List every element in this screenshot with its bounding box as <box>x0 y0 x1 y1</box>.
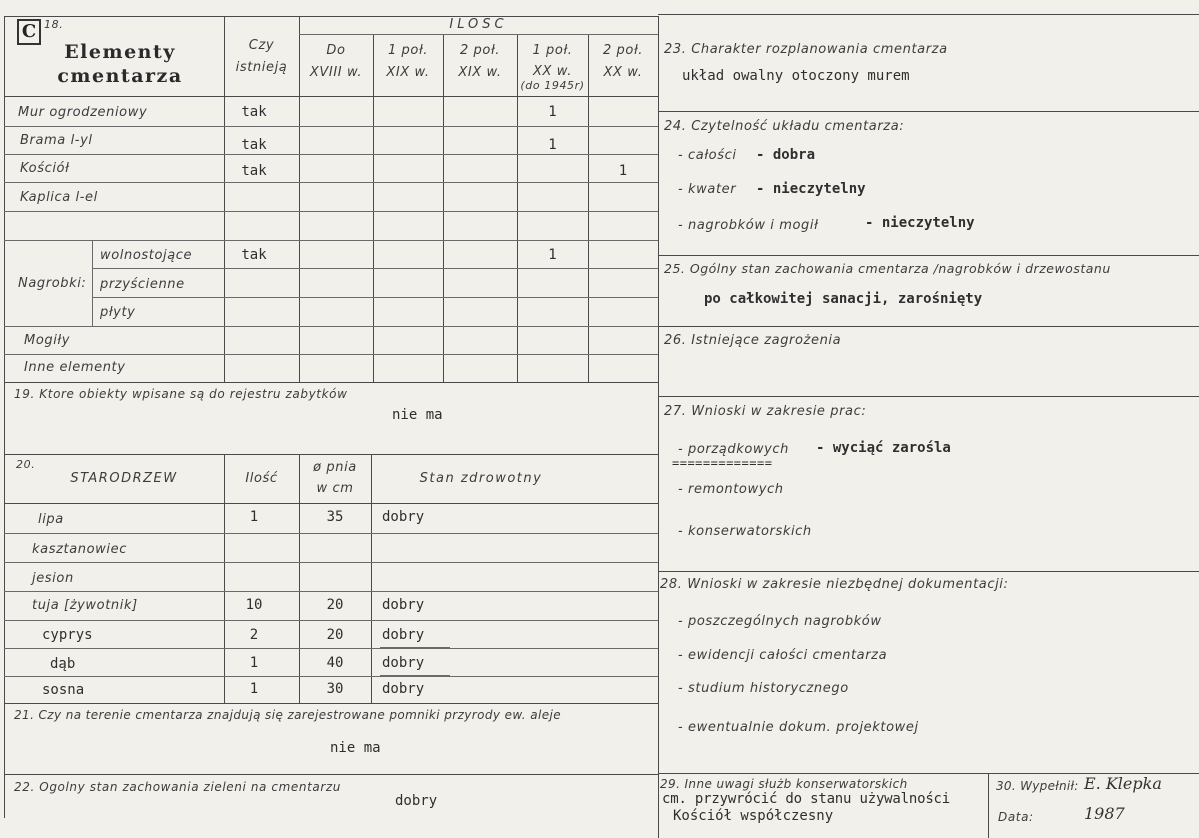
s25-value: po całkowitej sanacji, zarośnięty <box>704 291 983 307</box>
s24-item-value: - dobra <box>756 147 816 163</box>
nagrobki-type: płyty <box>100 305 136 320</box>
s26-bottom <box>658 396 1199 397</box>
s30-date-value: 1987 <box>1084 804 1125 823</box>
tree-health: dobry <box>382 509 425 525</box>
s22-label: 22. Ogolny stan zachowania zieleni na cmentarzu <box>14 780 341 794</box>
tree-qty: 1 <box>249 681 259 697</box>
section-letter-box: C <box>17 19 41 45</box>
s27-item-label: - konserwatorskich <box>678 524 812 539</box>
nagrobki-label: Nagrobki: <box>18 276 87 291</box>
tree-diam: 30 <box>326 681 344 697</box>
s28-label: 28. Wnioski w zakresie niezbędnej dokumentacji: <box>660 577 1009 592</box>
mogily-label: Mogiły <box>24 333 71 348</box>
tree-name: tuja [żywotnik] <box>32 598 138 613</box>
element-exists: tak <box>241 104 267 120</box>
s23-label: 23. Charakter rozplanowania cmentarza <box>664 42 948 57</box>
tree-name: kasztanowiec <box>32 542 127 557</box>
health-underline <box>380 647 450 648</box>
tree-qty: 2 <box>249 627 259 643</box>
t18-row-line <box>4 240 658 241</box>
period-3-l1: 2 poł. <box>459 43 501 58</box>
s27-item-label: - porządkowych <box>678 442 790 457</box>
s28-item: - poszczególnych nagrobków <box>678 614 882 629</box>
s27-item-label: - remontowych <box>678 482 784 497</box>
nagrobki-divider <box>92 240 93 326</box>
tree-qty: 1 <box>249 655 259 671</box>
s20-bottom <box>4 703 658 704</box>
s28-item: - ewidencji całości cmentarza <box>678 648 888 663</box>
s26-label: 26. Istniejące zagrożenia <box>664 333 842 348</box>
s29-line1: cm. przywrócić do stanu używalności <box>662 791 951 807</box>
s30-label: 30. Wypełnił: <box>996 779 1079 793</box>
tree-name: jesion <box>32 571 74 586</box>
s20-col-diam-2: w cm <box>316 481 354 496</box>
tree-health: dobry <box>382 655 425 671</box>
s24-item-label: - nagrobków i mogił <box>678 218 819 233</box>
s30-signature: E. Klepka <box>1084 774 1162 793</box>
t18-header-bottom <box>4 96 658 97</box>
s20-row-line <box>4 562 658 563</box>
t18-bottom <box>4 382 658 383</box>
s30-date-label: Data: <box>998 810 1034 824</box>
element-exists: tak <box>241 137 267 153</box>
t18-col-6 <box>588 34 589 382</box>
s20-col-qty: Ilość <box>245 471 278 486</box>
tree-qty: 1 <box>249 509 259 525</box>
tree-name: sosna <box>42 682 85 698</box>
s20-header-bottom <box>4 503 658 504</box>
nagrobki-qty: 1 <box>548 247 557 263</box>
s24-label: 24. Czytelność układu cmentarza: <box>664 119 905 134</box>
s29-line2: Kościół współczesny <box>673 808 834 824</box>
s29-label: 29. Inne uwagi służb konserwatorskich <box>660 777 908 791</box>
s23-value: układ owalny otoczony murem <box>682 68 910 84</box>
s23-bottom <box>658 111 1199 112</box>
period-1-l2: XVIII w. <box>309 65 363 80</box>
period-4-l2: XX w. <box>533 64 572 79</box>
period-1-l1: Do <box>326 43 346 58</box>
s21-label: 21. Czy na terenie cmentarza znajdują się zarejestrowane pomniki przyrody ew. aleje <box>14 708 562 722</box>
t18-row-line <box>92 297 658 298</box>
t18-row-line <box>4 154 658 155</box>
inne-elementy-label: Inne elementy <box>24 360 126 375</box>
element-label: Brama l-yl <box>20 133 93 148</box>
s20-row-line <box>4 676 658 677</box>
s24-item-value: - nieczytelny <box>865 215 975 231</box>
nagrobki-type: wolnostojące <box>100 248 193 263</box>
s19-label: 19. Ktore obiekty wpisane są do rejestru zabytków <box>14 387 348 401</box>
col-exists-line2: istnieją <box>235 60 288 75</box>
t18-row-line <box>4 354 658 355</box>
s20-col-health: Stan zdrowotny <box>419 471 543 486</box>
frame-top-right <box>658 14 1199 15</box>
ilosc-header: ILOSC <box>449 17 508 32</box>
s21-bottom <box>4 774 658 775</box>
element-label: Kaplica l-el <box>20 190 98 205</box>
t18-row-line <box>4 182 658 183</box>
s20-row-line <box>4 648 658 649</box>
s20-row-line <box>4 533 658 534</box>
s20-number: 20. <box>16 458 36 471</box>
elements-title-line1: Elementy <box>64 41 176 63</box>
s28-item: - studium historycznego <box>678 681 849 696</box>
s19-value: nie ma <box>392 407 443 423</box>
period-3-l2: XIX w. <box>458 65 502 80</box>
s28-item: - ewentualnie dokum. projektowej <box>678 720 919 735</box>
nagrobki-exists: tak <box>241 247 267 263</box>
tree-diam: 20 <box>326 597 344 613</box>
s27-underline: ============= <box>672 456 773 470</box>
s20-col-3 <box>371 454 372 703</box>
period-4-l1: 1 poł. <box>532 43 573 58</box>
elements-title-line2: cmentarza <box>57 65 183 87</box>
s24-item-value: - nieczytelny <box>756 181 866 197</box>
t18-col-3 <box>373 34 374 382</box>
s27-item-value: - wyciąć zarośla <box>816 440 951 456</box>
t18-row-line <box>4 211 658 212</box>
s22-value: dobry <box>395 793 438 809</box>
element-qty: 1 <box>548 104 557 120</box>
element-qty: 1 <box>548 137 557 153</box>
element-label: Mur ogrodzeniowy <box>18 105 148 120</box>
period-5-l1: 2 poł. <box>602 43 644 58</box>
s20-col-name: STARODRZEW <box>70 471 178 486</box>
element-qty: 1 <box>618 163 628 179</box>
period-4-l3: (do 1945r) <box>520 79 585 92</box>
t18-col-4 <box>443 34 444 382</box>
s27-bottom <box>658 571 1199 572</box>
col-exists-line1: Czy <box>248 38 275 53</box>
tree-diam: 35 <box>326 509 344 525</box>
center-divider <box>658 16 659 838</box>
element-exists: tak <box>241 163 267 179</box>
s24-item-label: - całości <box>678 148 737 163</box>
frame-left <box>4 16 5 818</box>
t18-row-line <box>4 126 658 127</box>
s21-value: nie ma <box>330 740 381 756</box>
t18-row-line <box>92 268 658 269</box>
period-2-l1: 1 poł. <box>387 43 429 58</box>
element-label: Kościół <box>20 161 70 176</box>
tree-name: lipa <box>38 512 64 527</box>
period-5-l2: XX w. <box>603 65 643 80</box>
t18-row-line <box>4 326 658 327</box>
tree-health: dobry <box>382 627 425 643</box>
health-underline <box>380 675 450 676</box>
s24-item-label: - kwater <box>678 182 737 197</box>
section-number: 18. <box>44 18 64 31</box>
tree-qty: 10 <box>245 597 263 613</box>
tree-name: cyprys <box>42 627 93 643</box>
nagrobki-type: przyścienne <box>100 277 185 292</box>
s20-row-line <box>4 620 658 621</box>
s20-row-line <box>4 591 658 592</box>
s24-bottom <box>658 255 1199 256</box>
s20-col-diam-1: ø pnia <box>313 460 357 475</box>
s25-label: 25. Ogólny stan zachowania cmentarza /nagrobków i drzewostanu <box>664 261 1111 276</box>
period-2-l2: XIX w. <box>386 65 430 80</box>
s27-label: 27. Wnioski w zakresie prac: <box>664 404 867 419</box>
tree-health: dobry <box>382 681 425 697</box>
tree-health: dobry <box>382 597 425 613</box>
s25-bottom <box>658 326 1199 327</box>
tree-diam: 20 <box>326 627 344 643</box>
tree-name: dąb <box>50 656 76 672</box>
s20-top <box>4 454 658 455</box>
ilosc-line <box>299 34 658 35</box>
tree-diam: 40 <box>326 655 344 671</box>
s30-divider <box>988 773 989 838</box>
